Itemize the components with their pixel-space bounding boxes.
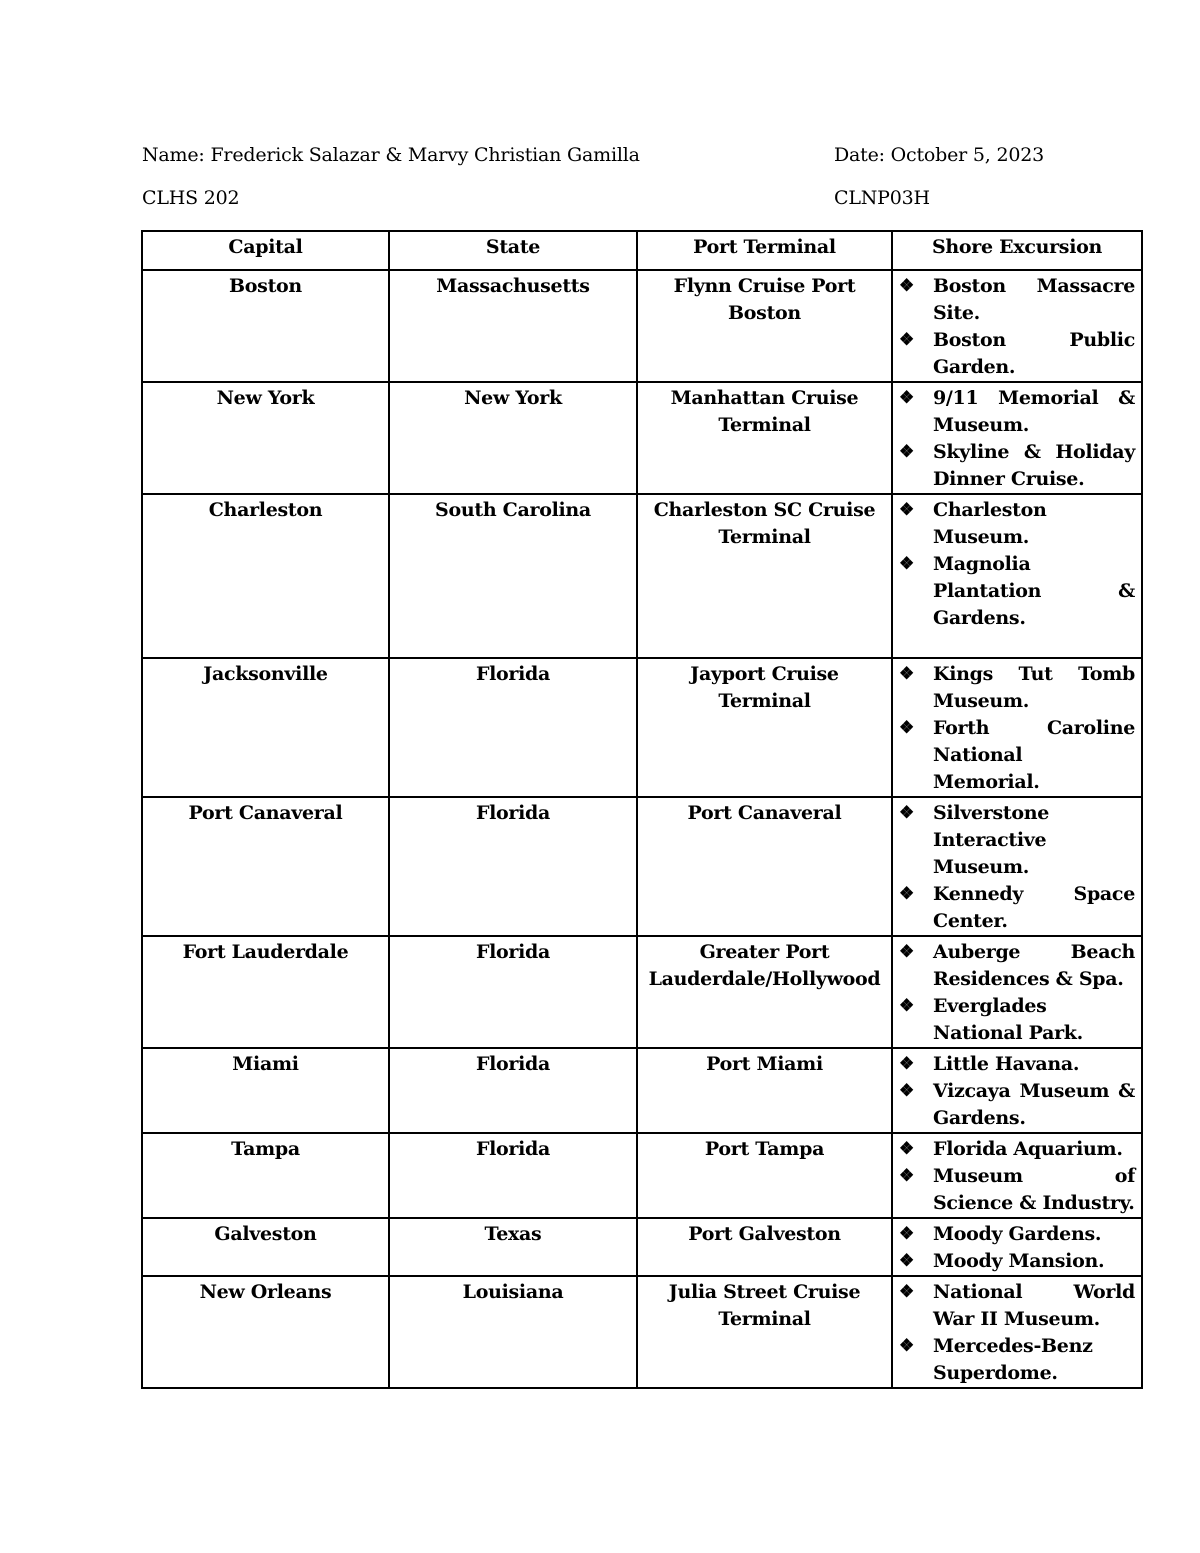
table-row bbox=[142, 1218, 1142, 1276]
table-row bbox=[142, 494, 1142, 658]
table-row bbox=[142, 382, 1142, 494]
shore-excursion-cell bbox=[892, 270, 1142, 382]
diamond-bullet-icon: ❖ bbox=[899, 1282, 914, 1302]
excursion-text: Silverstone Interactive Museum. bbox=[933, 802, 1050, 878]
list-item bbox=[899, 1136, 1135, 1163]
port-terminal-cell: Jayport Cruise Terminal bbox=[637, 658, 892, 797]
diamond-bullet-icon: ❖ bbox=[899, 554, 914, 574]
excursion-text: Vizcaya Museum & Gardens. bbox=[933, 1080, 1135, 1129]
column-header-shore-excursion: Shore Excursion bbox=[892, 231, 1142, 270]
diamond-bullet-icon: ❖ bbox=[899, 1336, 914, 1356]
diamond-bullet-icon: ❖ bbox=[899, 718, 914, 738]
shore-excursion-cell bbox=[892, 494, 1142, 658]
port-terminal-cell: Julia Street Cruise Terminal bbox=[637, 1276, 892, 1388]
excursion-list bbox=[899, 1136, 1135, 1217]
diamond-bullet-icon: ❖ bbox=[899, 1166, 914, 1186]
list-item bbox=[899, 327, 1135, 381]
diamond-bullet-icon: ❖ bbox=[899, 330, 914, 350]
diamond-bullet-icon: ❖ bbox=[899, 664, 914, 684]
excursion-text: Boston Public Garden. bbox=[933, 329, 1135, 378]
list-item bbox=[899, 939, 1135, 993]
port-terminal-cell: Port Galveston bbox=[637, 1218, 892, 1276]
diamond-bullet-icon: ❖ bbox=[899, 803, 914, 823]
shore-excursion-cell bbox=[892, 797, 1142, 936]
shore-excursion-cell bbox=[892, 1048, 1142, 1133]
excursion-text: Florida Aquarium. bbox=[933, 1138, 1123, 1160]
excursion-text: Skyline & Holiday Dinner Cruise. bbox=[933, 441, 1135, 490]
shore-excursion-cell bbox=[892, 1276, 1142, 1388]
diamond-bullet-icon: ❖ bbox=[899, 1224, 914, 1244]
state-cell: New York bbox=[389, 382, 637, 494]
state-cell: Florida bbox=[389, 797, 637, 936]
excursion-text: Little Havana. bbox=[933, 1053, 1080, 1075]
port-terminal-cell: Port Miami bbox=[637, 1048, 892, 1133]
excursion-text: National World War II Museum. bbox=[933, 1281, 1135, 1330]
table-row bbox=[142, 797, 1142, 936]
excursion-list bbox=[899, 1051, 1135, 1132]
list-item bbox=[899, 661, 1135, 715]
list-item bbox=[899, 1163, 1135, 1217]
excursion-list bbox=[899, 385, 1135, 493]
diamond-bullet-icon: ❖ bbox=[899, 996, 914, 1016]
table-row bbox=[142, 1276, 1142, 1388]
list-item bbox=[899, 551, 1135, 632]
diamond-bullet-icon: ❖ bbox=[899, 276, 914, 296]
list-item bbox=[899, 1221, 1135, 1248]
state-cell: Texas bbox=[389, 1218, 637, 1276]
diamond-bullet-icon: ❖ bbox=[899, 1054, 914, 1074]
name-line: Name: Frederick Salazar & Marvy Christian Gamilla bbox=[142, 144, 640, 166]
excursion-text: Moody Mansion. bbox=[933, 1250, 1105, 1272]
capital-cell: New Orleans bbox=[142, 1276, 389, 1388]
port-terminal-cell: Greater Port Lauderdale/Hollywood bbox=[637, 936, 892, 1048]
list-item bbox=[899, 273, 1135, 327]
state-cell: Florida bbox=[389, 1048, 637, 1133]
diamond-bullet-icon: ❖ bbox=[899, 1081, 914, 1101]
excursion-text: Kennedy Space Center. bbox=[933, 883, 1135, 932]
capital-cell: Tampa bbox=[142, 1133, 389, 1218]
list-item bbox=[899, 439, 1135, 493]
shore-excursion-cell bbox=[892, 382, 1142, 494]
capital-cell: Fort Lauderdale bbox=[142, 936, 389, 1048]
shore-excursion-cell bbox=[892, 1133, 1142, 1218]
list-item bbox=[899, 385, 1135, 439]
list-item bbox=[899, 1078, 1135, 1132]
excursion-table bbox=[141, 230, 1143, 1389]
shore-excursion-cell bbox=[892, 1218, 1142, 1276]
excursion-text: Auberge Beach Residences & Spa. bbox=[933, 941, 1135, 990]
column-header-state: State bbox=[389, 231, 637, 270]
state-cell: Florida bbox=[389, 658, 637, 797]
capital-cell: Boston bbox=[142, 270, 389, 382]
excursion-list bbox=[899, 1221, 1135, 1275]
state-cell: Louisiana bbox=[389, 1276, 637, 1388]
excursion-list bbox=[899, 1279, 1135, 1387]
list-item bbox=[899, 497, 1135, 551]
capital-cell: New York bbox=[142, 382, 389, 494]
port-terminal-cell: Port Tampa bbox=[637, 1133, 892, 1218]
list-item bbox=[899, 1248, 1135, 1275]
table-row bbox=[142, 270, 1142, 382]
diamond-bullet-icon: ❖ bbox=[899, 500, 914, 520]
excursion-text: Charleston Museum. bbox=[933, 499, 1047, 548]
capital-cell: Charleston bbox=[142, 494, 389, 658]
diamond-bullet-icon: ❖ bbox=[899, 388, 914, 408]
port-terminal-cell: Flynn Cruise Port Boston bbox=[637, 270, 892, 382]
table-header-row bbox=[142, 231, 1142, 270]
excursion-list bbox=[899, 661, 1135, 796]
list-item bbox=[899, 993, 1135, 1047]
state-cell: Florida bbox=[389, 1133, 637, 1218]
list-item bbox=[899, 881, 1135, 935]
capital-cell: Miami bbox=[142, 1048, 389, 1133]
state-cell: South Carolina bbox=[389, 494, 637, 658]
table-body bbox=[142, 270, 1142, 1388]
port-terminal-cell: Charleston SC Cruise Terminal bbox=[637, 494, 892, 658]
port-terminal-cell: Port Canaveral bbox=[637, 797, 892, 936]
excursion-text: Boston Massacre Site. bbox=[933, 275, 1135, 324]
column-header-port-terminal: Port Terminal bbox=[637, 231, 892, 270]
excursion-text: Everglades National Park. bbox=[933, 995, 1083, 1044]
excursion-list bbox=[899, 939, 1135, 1047]
port-terminal-cell: Manhattan Cruise Terminal bbox=[637, 382, 892, 494]
table-row bbox=[142, 1048, 1142, 1133]
diamond-bullet-icon: ❖ bbox=[899, 1251, 914, 1271]
list-item bbox=[899, 1051, 1135, 1078]
excursion-text: Kings Tut Tomb Museum. bbox=[933, 663, 1135, 712]
list-item bbox=[899, 1333, 1135, 1387]
excursion-text: Magnolia Plantation & Gardens. bbox=[933, 553, 1135, 629]
table-row bbox=[142, 658, 1142, 797]
diamond-bullet-icon: ❖ bbox=[899, 884, 914, 904]
excursion-text: 9/11 Memorial & Museum. bbox=[933, 387, 1135, 436]
list-item bbox=[899, 715, 1135, 796]
excursion-text: Forth Caroline National Memorial. bbox=[933, 717, 1135, 793]
date-line: Date: October 5, 2023 bbox=[834, 144, 1045, 166]
list-item bbox=[899, 1279, 1135, 1333]
column-header-capital: Capital bbox=[142, 231, 389, 270]
excursion-text: Moody Gardens. bbox=[933, 1223, 1102, 1245]
shore-excursion-cell bbox=[892, 658, 1142, 797]
capital-cell: Galveston bbox=[142, 1218, 389, 1276]
state-cell: Florida bbox=[389, 936, 637, 1048]
section-code: CLNP03H bbox=[834, 187, 930, 209]
excursion-text: Mercedes-Benz Superdome. bbox=[933, 1335, 1093, 1384]
table-row bbox=[142, 1133, 1142, 1218]
capital-cell: Jacksonville bbox=[142, 658, 389, 797]
excursion-text: Museum of Science & Industry. bbox=[933, 1165, 1135, 1214]
excursion-list bbox=[899, 497, 1135, 632]
list-item bbox=[899, 800, 1135, 881]
shore-excursion-cell bbox=[892, 936, 1142, 1048]
diamond-bullet-icon: ❖ bbox=[899, 942, 914, 962]
capital-cell: Port Canaveral bbox=[142, 797, 389, 936]
state-cell: Massachusetts bbox=[389, 270, 637, 382]
diamond-bullet-icon: ❖ bbox=[899, 1139, 914, 1159]
excursion-list bbox=[899, 273, 1135, 381]
table-row bbox=[142, 936, 1142, 1048]
course-code: CLHS 202 bbox=[142, 187, 240, 209]
excursion-list bbox=[899, 800, 1135, 935]
diamond-bullet-icon: ❖ bbox=[899, 442, 914, 462]
